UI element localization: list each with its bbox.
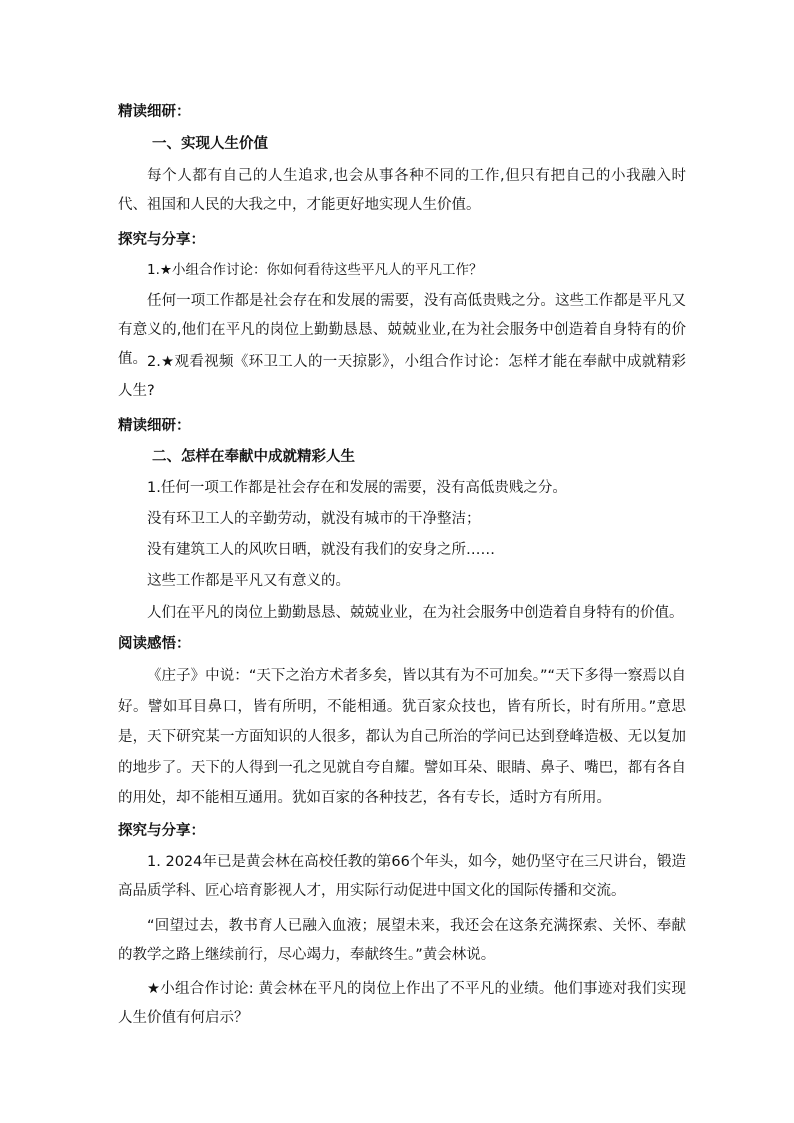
list-line-5: 人们在平凡的岗位上勤勤恳恳、兢兢业业，在为社会服务中创造着自身特有的价值。 xyxy=(147,605,684,621)
paragraph-quote: “回望过去，教书育人已融入血液；展望未来，我还会在这条充满探索、关怀、奉献的教学之路上继续前行，尽心竭力，奉献终生。”黄会林说。 xyxy=(118,918,686,963)
heading-explore-share-2: 探究与分享： xyxy=(118,823,205,839)
heading-jingdu-1: 精读细研： xyxy=(118,104,191,120)
list-line-3: 没有建筑工人的风吹日晒，就没有我们的安身之所…… xyxy=(147,542,495,558)
question-2: 2.★观看视频《环卫工人的一天掠影》，小组合作讨论：怎样才能在奉献中成就精彩人生? xyxy=(118,354,686,399)
paragraph-huang-huilin: 1. 2024年已是黄会林在高校任教的第66个年头，如今，她仍坚守在三尺讲台，锻造高品质学科、匠心培育影视人才，用实际行动促进中国文化的国际传播和交流。 xyxy=(118,854,686,899)
list-line-1: 1.任何一项工作都是社会存在和发展的需要，没有高低贵贱之分。 xyxy=(147,480,567,496)
heading-reading-insight: 阅读感悟： xyxy=(118,636,191,652)
paragraph-discussion: ★小组合作讨论: 黄会林在平凡的岗位上作出了不平凡的业绩。他们事迹对我们实现人生价值有何启示？ xyxy=(118,981,686,1026)
paragraph-zhuangzi: 《庄子》中说：“天下之治方术者多矣，皆以其有为不可加矣。”“天下多得一察焉以自好。譬如耳目鼻口，皆有所明，不能相通。犹百家众技也，皆有所长，时有所用。”意思是，天下研究某一方面知识的人很多，都认为自己所治的学问已达到登峰造极、无以复加的地步了。天下的人得到一孔之见就自夸自耀。譬如耳朵、眼睛、鼻子、嘴巴，都有各自的用处，却不能相互通用。犹如百家的各种技艺，各有专长，适时方有所用。 xyxy=(118,668,686,806)
subheading-contribute: 二、怎样在奉献中成就精彩人生 xyxy=(152,449,355,465)
list-line-2: 没有环卫工人的辛勤劳动，就没有城市的干净整洁； xyxy=(147,511,481,527)
list-line-4: 这些工作都是平凡又有意义的。 xyxy=(147,573,350,589)
heading-jingdu-2: 精读细研： xyxy=(118,418,191,434)
subheading-realize-value: 一、实现人生价值 xyxy=(152,136,268,152)
answer-1: 任何一项工作都是社会存在和发展的需要，没有高低贵贱之分。这些工作都是平凡又有意义的,他们在平凡的岗位上勤勤恳恳、兢兢业业,在为社会服务中创造着自身特有的价值。 xyxy=(118,293,686,367)
question-1: 1.★小组合作讨论：你如何看待这些平凡人的平凡工作？ xyxy=(147,262,483,278)
heading-explore-share-1: 探究与分享： xyxy=(118,232,205,248)
paragraph-life-pursuit: 每个人都有自己的人生追求,也会从事各种不同的工作,但只有把自己的小我融入时代、祖国和人民的大我之中，才能更好地实现人生价值。 xyxy=(118,168,686,213)
